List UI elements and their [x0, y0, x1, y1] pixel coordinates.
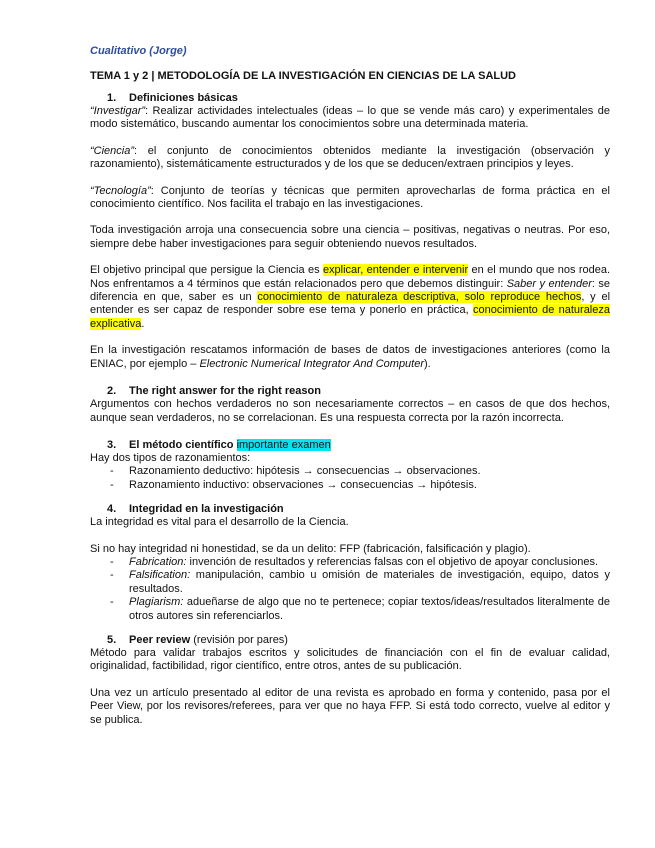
definition-investigar: “Investigar”: Realizar actividades intelectuales (ideas – lo que se vende más caro) y experimentales de modo sistemático, buscando aumentar los conocimientos sobre una determinada materia.: [90, 105, 610, 131]
paragraph-peer-review: Método para validar trabajos escritos y solicitudes de financiación con el fin de evaluar calidad, originalidad, factibilidad, rigor científico, entre otros, antes de su publicación.: [90, 646, 610, 673]
paragraph-ffp: Si no hay integridad ni honestidad, se da un delito: FFP (fabricación, falsificación y plagio).: [90, 542, 531, 555]
paragraph-objetivo: El objetivo principal que persigue la Ciencia es explicar, entender e intervenir en el mundo que nos rodea. Nos enfrentamos a 4 términos que están relacionados pero que debemos distinguir: Saber y entender: se diferencia en que, saber es un conocimiento de naturaleza descriptiva, solo reproduce hechos, y el entender es ser capaz de responder sobre ese tema y ponerlo en práctica, conocimiento de naturaleza explicativa.: [90, 264, 611, 330]
section-title: Definiciones básicas: [129, 92, 238, 104]
paragraph-consecuencia: Toda investigación arroja una consecuencia sobre una ciencia – positivas, negativas o neutras. Por eso, siempre debe haber investigaciones para seguir obteniendo nuevos resultados.: [90, 224, 610, 250]
section-number: 4.: [107, 503, 117, 516]
exam-tag-highlight: importante examen: [236, 438, 331, 451]
section-2-heading: [107, 384, 610, 398]
highlight: conocimiento de naturaleza descriptiva, solo reproduce hechos: [257, 291, 582, 304]
section-title: El método científico: [129, 438, 234, 451]
section-title: Peer review: [129, 633, 191, 646]
section-5-heading: 5. Peer review (revisión por pares): [107, 633, 288, 646]
list-item: - Fabrication: invención de resultados y referencias falsas con el objetivo de apoyar conclusiones.: [90, 556, 610, 569]
section-4-heading: [107, 502, 610, 516]
document-content: [90, 44, 610, 727]
reasoning-list: [90, 465, 610, 492]
section-number: 2.: [107, 385, 117, 398]
definition-tecnologia: “Tecnología”: Conjunto de teorías y técnicas que permiten aprovecharlas de forma práctica en el conocimiento científico. Nos facilita el trabajo en las investigaciones.: [90, 184, 610, 211]
section-1-heading: [107, 91, 610, 105]
ffp-list: [90, 556, 610, 623]
list-item: - Razonamiento deductivo: hipótesis → consecuencias → observaciones.: [90, 465, 610, 478]
highlight: explicar, entender e intervenir: [322, 264, 469, 277]
term: “Investigar”: [90, 105, 146, 117]
section-number: 3.: [107, 438, 117, 451]
section-3-heading: [107, 438, 610, 452]
list-item: - Razonamiento inductivo: observaciones → consecuencias → hipótesis.: [90, 479, 610, 492]
author-line: Cualitativo (Jorge): [90, 45, 187, 57]
list-item: - Falsification: manipulación, cambio u omisión de materiales de investigación, equipo, datos y resultados.: [90, 569, 610, 596]
section-number: 1.: [107, 92, 117, 104]
paragraph-integridad: La integridad es vital para el desarrollo de la Ciencia.: [90, 516, 349, 529]
term: “Ciencia”: [90, 144, 135, 157]
document-title: TEMA 1 y 2 | METODOLOGÍA DE LA INVESTIGACIÓN EN CIENCIAS DE LA SALUD: [90, 70, 517, 82]
section-title: The right answer for the right reason: [129, 385, 321, 398]
section-title: Integridad en la investigación: [129, 503, 284, 516]
highlight: conocimiento de naturaleza explicativa: [90, 304, 610, 330]
paragraph-articulo: Una vez un artículo presentado al editor de una revista es aprobado en forma y contenido, pasa por el Peer View, por los revisores/referees, para ver que no haya FFP. Si está todo correcto, vuelve al editor y se publica.: [90, 686, 610, 726]
paragraph-argumentos: Argumentos con hechos verdaderos no son necesariamente correctos – en casos de que dos hechos, aunque sean verdaderos, no se correlacionan. Es una respuesta correcta por la razón incorrecta.: [90, 398, 610, 424]
definition-ciencia: “Ciencia”: el conjunto de conocimientos obtenidos mediante la investigación (observación y razonamiento), sistemáticamente estructurados y de los que se deducen/extraen principios y leyes.: [90, 144, 610, 171]
paragraph-razonamientos: Hay dos tipos de razonamientos:: [90, 451, 251, 464]
section-number: 5.: [107, 633, 117, 646]
term: “Tecnología”: [90, 184, 151, 197]
list-item: - Plagiarism: adueñarse de algo que no te pertenece; copiar textos/ideas/resultados literalmente de otros autores sin referenciarlos.: [90, 596, 610, 623]
paragraph-eniac: En la investigación rescatamos información de bases de datos de investigaciones anteriores (como la ENIAC, por ejemplo – Electronic Numerical Integrator And Computer).: [90, 344, 610, 370]
